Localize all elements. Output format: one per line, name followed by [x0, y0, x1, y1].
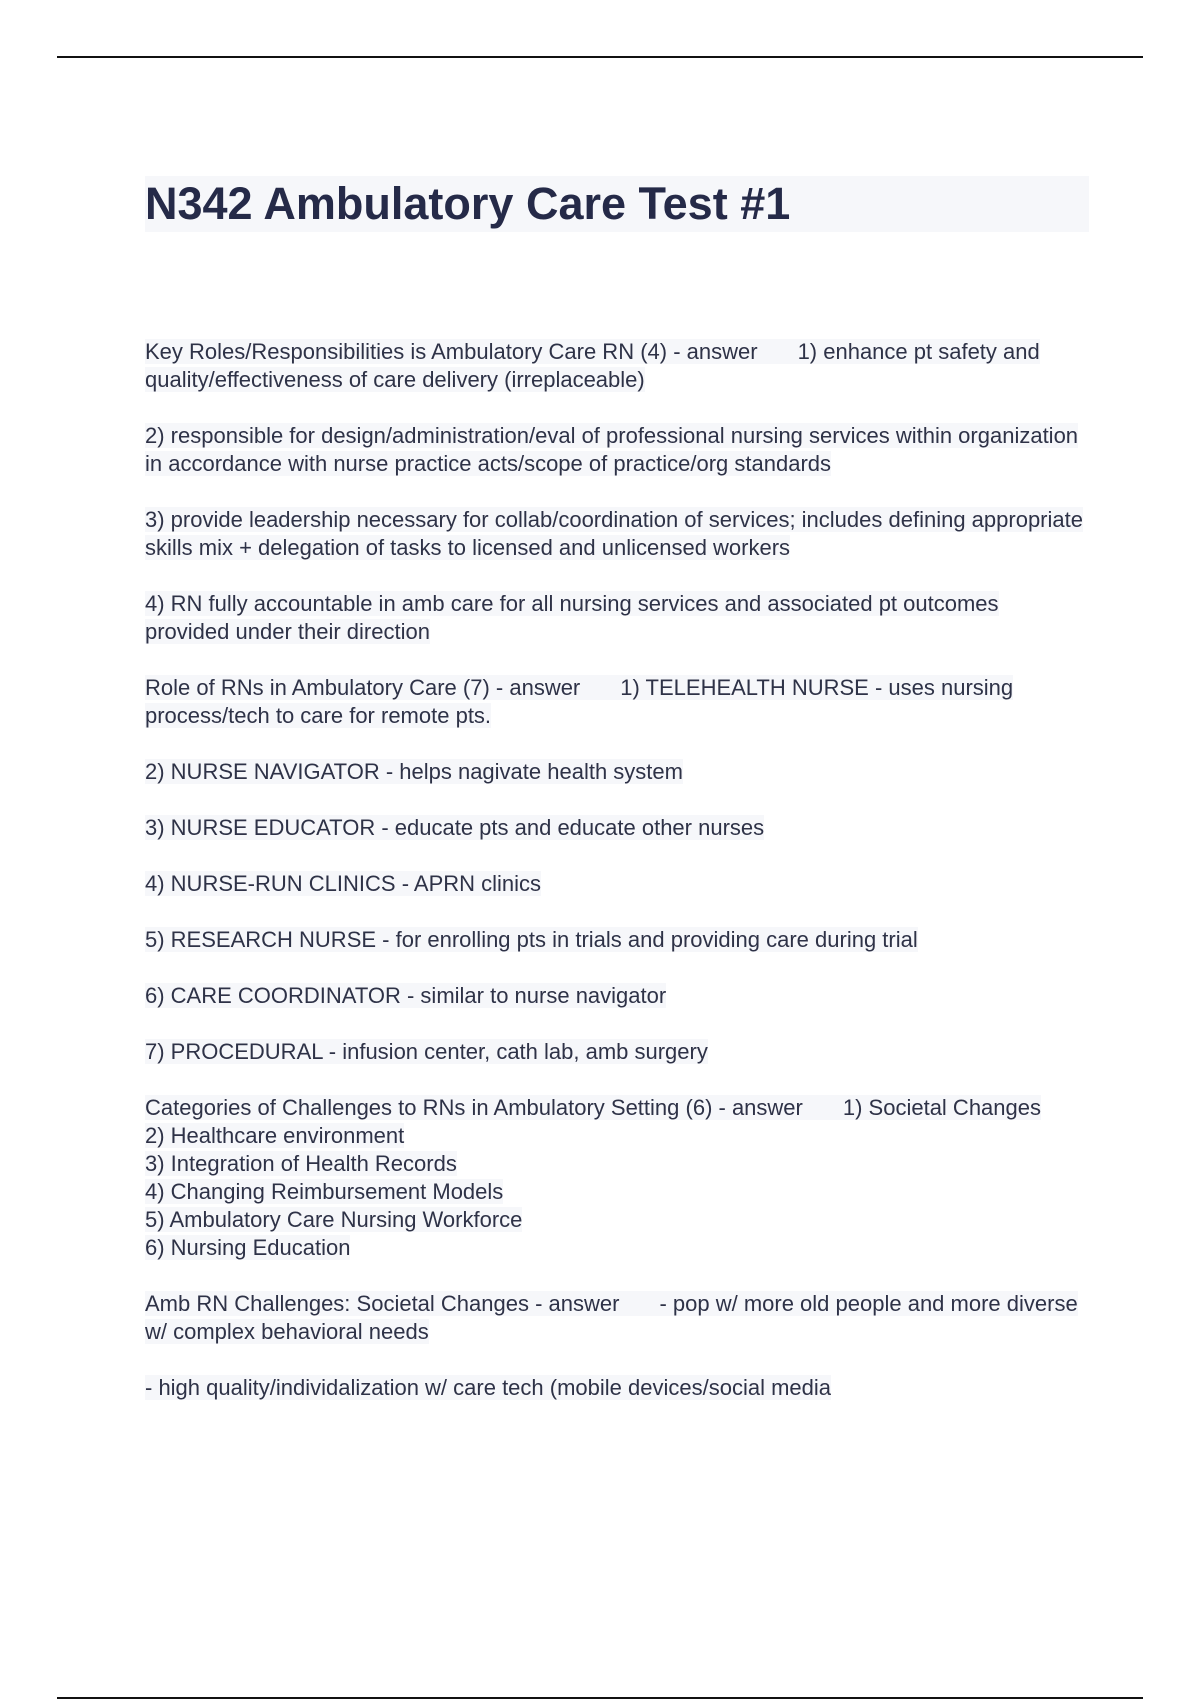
- answer-text: 4) NURSE-RUN CLINICS - APRN clinics: [145, 871, 542, 896]
- list-item: 2) Healthcare environment: [145, 1123, 405, 1148]
- question-text: Key Roles/Responsibilities is Ambulatory Care RN (4) - answer: [145, 339, 758, 364]
- answer-text: 3) NURSE EDUCATOR - educate pts and educate other nurses: [145, 815, 765, 840]
- answer-text: 3) provide leadership necessary for collab/coordination of services; includes defining appropriate skills mix + delegation of tasks to licensed and unlicensed workers: [145, 507, 1083, 560]
- list-item: 5) Ambulatory Care Nursing Workforce: [145, 1207, 523, 1232]
- list-item: 4) Changing Reimbursement Models: [145, 1179, 504, 1204]
- answer-text: 1) Societal Changes: [842, 1095, 1041, 1120]
- bottom-rule: [57, 1697, 1143, 1699]
- question-text: Amb RN Challenges: Societal Changes - answer: [145, 1291, 620, 1316]
- question-text: Role of RNs in Ambulatory Care (7) - answer: [145, 675, 581, 700]
- question-text: Categories of Challenges to RNs in Ambulatory Setting (6) - answer: [145, 1095, 803, 1120]
- answer-text: 2) NURSE NAVIGATOR - helps nagivate health system: [145, 759, 683, 784]
- flashcard-societal-changes: [145, 1290, 1089, 1402]
- answer-text: 4) RN fully accountable in amb care for all nursing services and associated pt outcomes provided under their direction: [145, 591, 999, 644]
- flashcard-challenge-categories: [145, 1094, 1089, 1262]
- answer-text: 1) TELEHEALTH NURSE - uses nursing process/tech to care for remote pts.: [145, 675, 1014, 728]
- flashcard-rn-roles: [145, 674, 1089, 1066]
- top-rule: [57, 56, 1143, 58]
- list-item: 3) Integration of Health Records: [145, 1151, 457, 1176]
- document-body: [145, 338, 1089, 1402]
- document-title: N342 Ambulatory Care Test #1: [145, 176, 1089, 232]
- list-item: 6) Nursing Education: [145, 1235, 351, 1260]
- flashcard-key-roles: [145, 338, 1089, 646]
- answer-text: 1) enhance pt safety and quality/effectiveness of care delivery (irreplaceable): [145, 339, 1040, 392]
- answer-text: - pop w/ more old people and more diverse w/ complex behavioral needs: [145, 1291, 1078, 1344]
- answer-text: 5) RESEARCH NURSE - for enrolling pts in trials and providing care during trial: [145, 927, 918, 952]
- answer-text: - high quality/individalization w/ care tech (mobile devices/social media: [145, 1375, 831, 1400]
- answer-text: 7) PROCEDURAL - infusion center, cath lab, amb surgery: [145, 1039, 708, 1064]
- answer-text: 6) CARE COORDINATOR - similar to nurse navigator: [145, 983, 667, 1008]
- answer-text: 2) responsible for design/administration/eval of professional nursing services within organization in accordance with nurse practice acts/scope of practice/org standards: [145, 423, 1079, 476]
- answer-list: [145, 1122, 1089, 1262]
